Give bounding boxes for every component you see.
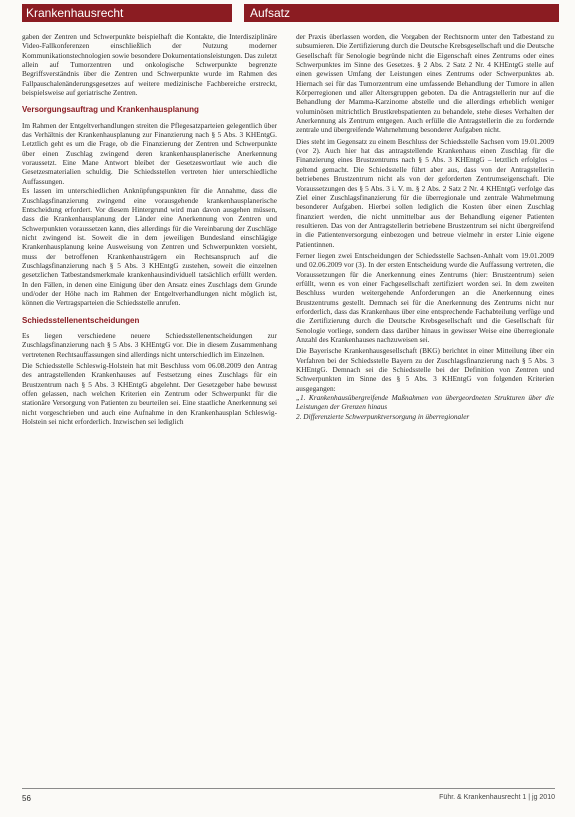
page-header bbox=[0, 0, 575, 26]
paragraph: gaben der Zentren und Schwerpunkte beispielhaft die Kontakte, die Interdisziplinäre Video-Fallkonferenzen einschließlich der Nutzung moderner Kommunikationstechnologien sowie besondere Dokumentationsleistungen. Das zuletzt allein auf Tumorzentren und onkologische Schwerpunkte begrenzte Begriffsverständnis über die Zentren und Schwerpunkte wurde im Rahmen des Fallpauschalenänderungsgesetzes auf weitere medizinische Fachbereiche erstreckt, beispielsweise auf geriatrische Zentren. bbox=[22, 32, 277, 98]
right-column bbox=[296, 32, 554, 421]
journal-source: Führ. & Krankenhausrecht 1 | jg 2010 bbox=[439, 794, 555, 801]
paragraph: Es liegen verschiedene neuere Schiedsstellenentscheidungen zur Zuschlagsfinanzierung nach § 5 Abs. 3 KHEntgG vor. Die in diesem Zusammenhang vertretenen Rechtsauffassungen sind allerdings nicht unterschiedlich im Einzelnen. bbox=[22, 330, 277, 359]
paragraph: Im Rahmen der Entgeltverhandlungen streiten die Pflegesatzparteien gelegentlich über das Verhältnis der Krankenhausplanung zur Finanzierung nach § 5 Abs. 3 KHEntgG. Letztlich geht es um die Frage, ob die Finanzierung der Zentren und Schwerpunkte über einen Zuschlag zwingend deren krankenhausplanerische Anerkennung voraussetzt. Eine Mane Antwort bleibet der Gesetzeswortlaut wie auch die Gesetzesmaterialien schuldig. Die Schiedsstellen vertreten hier unterschiedliche Auffassungen. bbox=[22, 120, 277, 186]
paragraph: Dies steht im Gegensatz zu einem Beschluss der Schiedsstelle Sachsen vom 19.01.2009 (vor 2). Auch hier hat das antragstellende Krankenhaus einen Zuschlag für die Finanzierung eines Brustzentrums nach § 5 Abs. 3 KHEntgG – letztlich erfolglos – geltend gemacht. Die Schiedsstelle führt aber aus, dass von der Antragstellerin betriebenes Brustzentrum nicht als von der geforderten Zentrumseigenschaft. Die Voraussetzungen des § 5 Abs. 3 i. V. m. § 2 Abs. 2 Satz 2 Nr. 4 KHEntgG verfolge das Ziel einer Zuschlagsfinanzierung für die überregionale und zentrale Wahrnehmung besonderer Aufgaben. Hierbei sollen lediglich die Kosten über einen Zuschlag finanziert werden, die nicht unmittelbar aus der Behandlung eigener Patienten resultieren. Das von der Antragstellerin betriebene Brustzentrum sei nicht übergreifend in die Patientenversorgung einbezogen und betreue vielmehr in erster Linie eigene Patientinnen. bbox=[296, 136, 554, 249]
section-heading: Schiedsstellenentscheidungen bbox=[22, 315, 140, 325]
left-column bbox=[22, 32, 277, 426]
section-heading: Versorgungsauftrag und Krankenhausplanung bbox=[22, 105, 199, 115]
paragraph: Es lassen im unterschiedlichen Anknüpfungspunkten für die Annahme, dass die Zuschlagsfinanzierung zwingend eine vorausgehende krankenhausplanerische Entscheidung erfordert. Vor diesem Hintergrund wird man davon ausgehen müssen, dass die Krankenhausplanung der Länder eine Anerkennung von Zentren und Schwerpunkten voraussetzen kann, dies allerdings für die Vereinbarung der Zuschläge nicht zwingend ist. Soweit die in dem jeweiligen Bundesland einschlägige Krankenhausplanung keine Ausweisung von Zentren und Schwerpunkten vorsieht, muss der betroffenen Krankenhausträgern ein Rechtsanspruch auf die Zuschlagsfinanzierung nach § 5 Abs. 3 KHEntgG zustehen, soweit die einzelnen gesetzlichen Tatbestandsmerkmale krankenhausindividuell tatsächlich erfüllt werden. In den Fällen, in denen eine Einigung über den Ansatz eines Zuschlags dem Grunde und/oder der Höhe nach im Rahmen der Entgeltverhandlungen nicht möglich ist, können die Vertragsparteien die Schiedsstelle anrufen. bbox=[22, 186, 277, 308]
footer-divider bbox=[22, 788, 555, 789]
paragraph: Ferner liegen zwei Entscheidungen der Schiedsstelle Sachsen-Anhalt vom 19.01.2009 und 02.06.2009 vor (3). In der ersten Entscheidung wurde die Auffassung vertreten, die Voraussetzungen für die Anerkennung eines Zentrums (hier: Brustzentrum) seien erfüllt, wenn es von einer Fachgesellschaft zertifiziert worden sei. In dem zweiten Beschluss wurden weitergehende Anforderungen an die Anerkennung eines Brustzentrums gestellt. Demnach sei für die Anerkennung des Zentrums nicht nur erforderlich, dass das Krankenhaus über eine entsprechende Fachabteilung verfüge und die Zertifizierung durch die Deutsche Krebsgesellschaft und die Gesellschaft für Senologie vorliege, sondern dass darüber hinaus in gewisser Weise eine überregionale Anzahl des Krankenhauses nachzuweisen sei. bbox=[296, 250, 554, 344]
paragraph: der Praxis überlassen worden, die Vorgaben der Rechtsnorm unter den Tatbestand zu subsumieren. Die Zertifizierung durch die Deutsche Krebsgesellschaft und die Deutsche Gesellschaft für Senologie begründe nicht die Eigenschaft eines Zentrums oder eines Schwerpunktes im Sinne des Gesetzes. § 2 Abs. 2 Satz 2 Nr. 4 KHEntgG stelle auf einen gewissen Umfang der Leistungen eines Zentrums oder Schwerpunktes ab. Hiernach sei für das Tumorzentrum eine umfassende Behandlung der Tumore in allen Körperregionen und aller Altersgruppen geboten. Da die Antragstellerin nur auf die Behandlung der Mamma-Karzinome abstelle und die allerdings erheblich weniger voluminösen mitrichtlich Brustkrebspatienten zu behandele, stehe dieses Verhalten der Anerkennung als Zentrum entgegen. Auch erfülle die Antragstellerin die zu fordernde zentrale und übergreifende Wahrnehmung besonderer Aufgaben nicht. bbox=[296, 32, 554, 135]
section-label: Krankenhausrecht bbox=[22, 4, 232, 22]
article-type-label: Aufsatz bbox=[244, 4, 559, 22]
criteria-item: „1. Krankenhausübergreifende Maßnahmen von übergeordneten Strukturen über die Leistungen der Grenzen hinaus bbox=[296, 393, 554, 412]
page-number: 56 bbox=[22, 794, 31, 803]
paragraph: Die Schiedsstelle Schleswig-Holstein hat mit Beschluss vom 06.08.2009 den Antrag des antragstellenden Krankenhauses auf Festsetzung eines Zuschlags für ein Brustzentrum nach § 5 Abs. 3 KHEntgG abgelehnt. Der Gesetzgeber habe bewusst offen gelassen, nach welchen Kriterien ein Zentrum oder Schwerpunkt für die stationäre Versorgung von Patienten zu beurteilen sei. Eine staatliche Anerkennung sei nicht vorgeschrieben und auch eine Aufnahme in den Krankenhausplan Schleswig-Holstein sei nicht erforderlich. Inzwischen sei lediglich bbox=[22, 361, 277, 427]
page-footer bbox=[0, 788, 575, 810]
paragraph: Die Bayerische Krankenhausgesellschaft (BKG) berichtet in einer Mitteilung über ein Verfahren bei der Schiedsstelle Bayern zu der Zuschlagsfinanzierung nach § 5 Abs. 3 KHEntgG. Demnach sei die Schiedsstelle bei der Definition von Zentren und Schwerpunkten im Sinne des § 5 Abs. 3 KHEntgG von folgenden Kriterien ausgegangen: bbox=[296, 346, 554, 393]
criteria-item: 2. Differenzierte Schwerpunktversorgung in überregionaler bbox=[296, 411, 470, 421]
